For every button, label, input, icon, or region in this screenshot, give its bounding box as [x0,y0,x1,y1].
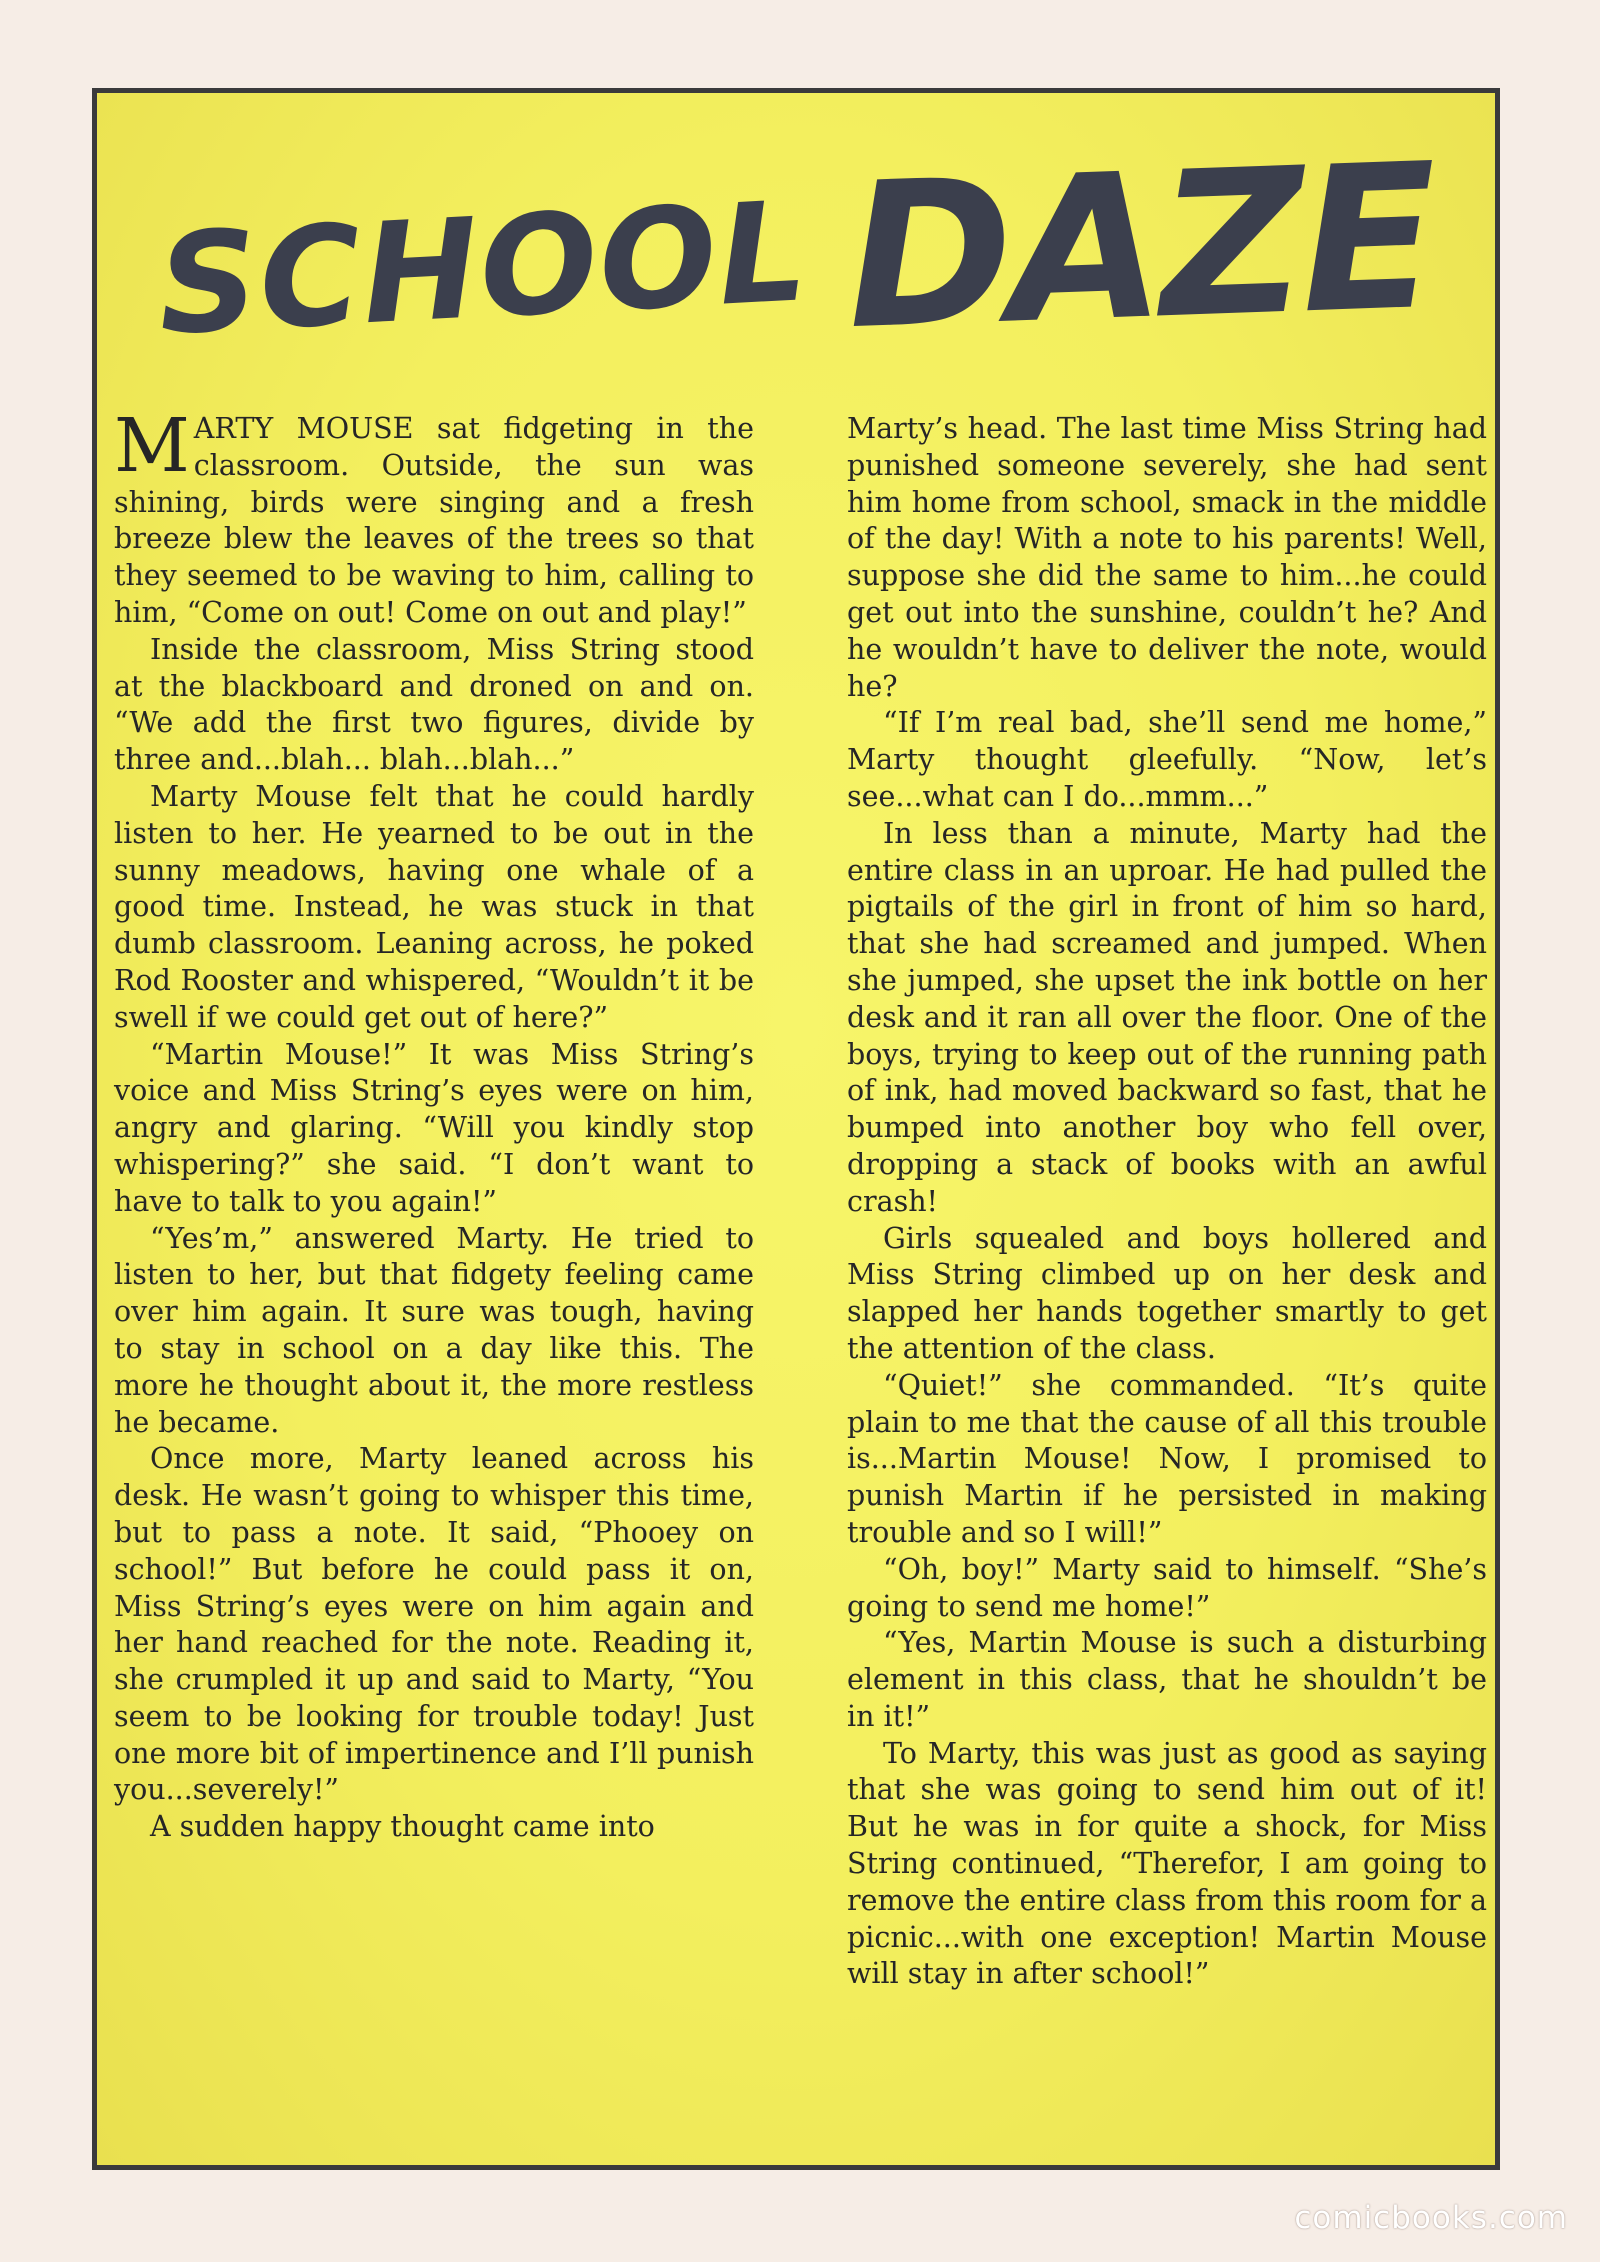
story-title [97,120,1495,375]
paragraph: “Quiet!” she commanded. “It’s quite plain to me that the cause of all this trouble is...Martin Mouse! Now, I promised to punish Martin if he persisted in making trouble and so I will!” [847,1368,1487,1549]
text-column-right [847,411,1487,1993]
paragraph: “If I’m real bad, she’ll send me home,” Marty thought gleefully. “Now, let’s see...what can I do...mmm...” [847,706,1487,813]
paragraph: Marty Mouse felt that he could hardly listen to her. He yearned to be out in the sunny meadows, having one whale of a good time. Instead, he was stuck in that dumb classroom. Leaning across, he poked Rod Rooster and whispered, “Wouldn’t it be swell if we could get out of here?” [114,779,754,1034]
paragraph: Inside the classroom, Miss String stood at the blackboard and droned on and on. “We add the first two figures, divide by three and...blah... blah...blah...” [114,632,754,777]
paragraph: MARTY MOUSE sat fidgeting in the classroom. Outside, the sun was shining, birds were singing and a fresh breeze blew the leaves of the trees so that they seemed to be waving to him, calling to him, “Come on out! Come on out and play!” [114,403,754,629]
paragraph: “Yes’m,” answered Marty. He tried to listen to her, but that fidgety feeling came over him again. It sure was tough, having to stay in school on a day like this. The more he thought about it, the more restless he became. [114,1221,754,1439]
site-watermark: comicbooks.com [1294,2200,1568,2236]
title-word-school: SCHOOL [154,171,813,366]
paragraph: “Yes, Martin Mouse is such a disturbing element in this class, that he shouldn’t be in it!” [847,1626,1487,1733]
paragraph: Marty’s head. The last time Miss String had punished someone severely, she had sent him home from school, smack in the middle of the day! With a note to his parents! Well, suppose she did the same to him...he could get out into the sunshine, couldn’t he? And he wouldn’t have to deliver the note, would he? [847,412,1487,703]
paragraph: A sudden happy thought came into [150,1810,655,1844]
text-column-left [114,403,754,1846]
paragraph: Once more, Marty leaned across his desk. He wasn’t going to whisper this time, but to pass a note. It said, “Phooey on school!” But before he could pass it on, Miss String’s eyes were on him again and her hand reached for the note. Reading it, she crumpled it up and said to Marty, “You seem to be looking for trouble today! Just one more bit of impertinence and I’ll punish you...severely!” [114,1442,754,1807]
drop-cap: M [114,403,190,489]
paragraph: “Martin Mouse!” It was Miss String’s voice and Miss String’s eyes were on him, angry and glaring. “Will you kindly stop whispering?” she said. “I don’t want to have to talk to you again!” [114,1037,754,1218]
story-panel [92,88,1500,2170]
paragraph: Girls squealed and boys hollered and Miss String climbed up on her desk and slapped her hands together smartly to get the attention of the class. [847,1221,1487,1365]
title-word-daze: DAZE [843,120,1438,375]
paragraph: To Marty, this was just as good as saying that she was going to send him out of it! But he was in for quite a shock, for Miss String continued, “Therefor, I am going to remove the entire class from this room for a picnic...with one exception! Martin Mouse will stay in after school!” [847,1736,1487,1991]
paragraph: In less than a minute, Marty had the entire class in an uproar. He had pulled the pigtails of the girl in front of him so hard, that she had screamed and jumped. When she jumped, she upset the ink bottle on her desk and it ran all over the floor. One of the boys, trying to keep out of the running path of ink, had moved backward so fast, that he bumped into another boy who fell over, dropping a stack of books with an awful crash! [847,816,1487,1218]
paragraph: “Oh, boy!” Marty said to himself. “She’s going to send me home!” [847,1552,1487,1623]
